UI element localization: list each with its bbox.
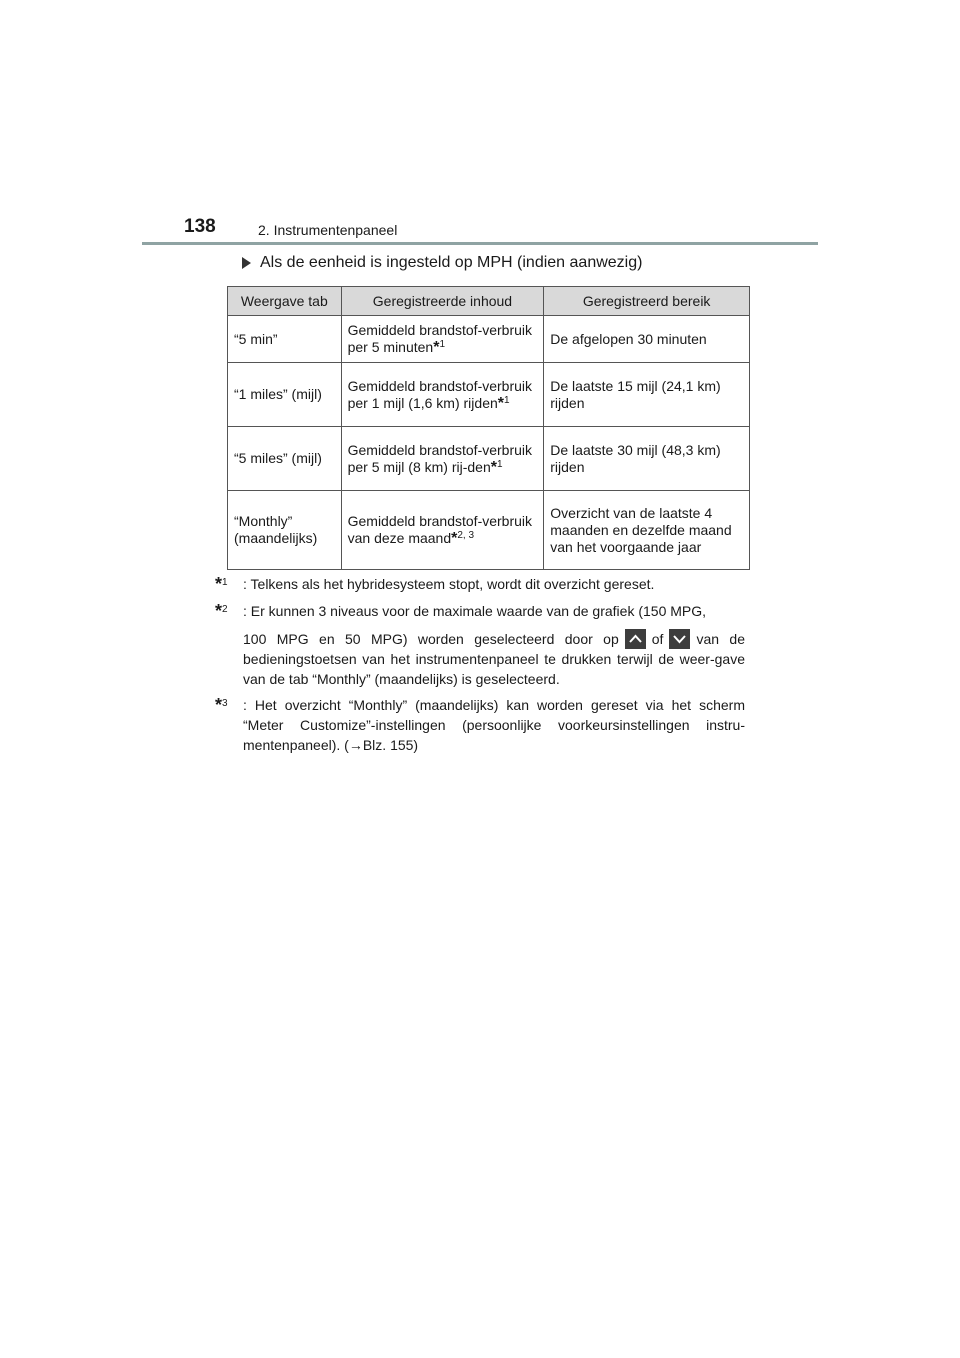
table-header-row xyxy=(228,287,750,316)
footnote-ref: 1 xyxy=(496,458,503,470)
page-header xyxy=(142,0,818,246)
cell-range: De afgelopen 30 minuten xyxy=(544,316,750,363)
cell-content: Gemiddeld brandstof-verbruik per 5 mijl (8 km) rij-den*$^1$ xyxy=(341,427,544,491)
footnote-text: : Telkens als het hybridesysteem stopt, wordt dit overzicht gereset. xyxy=(243,576,655,592)
section-subheading xyxy=(242,254,642,272)
column-header-content: Geregistreerde inhoud xyxy=(341,287,544,316)
footnote-mark: *$^3$ xyxy=(215,695,228,715)
footnote-2 xyxy=(215,601,745,689)
table-row xyxy=(228,491,750,570)
table-row xyxy=(228,363,750,427)
cell-content-text: Gemiddeld brandstof-verbruik per 1 mijl (1,6 km) rijden xyxy=(347,377,533,411)
page-number: 138 xyxy=(184,216,216,237)
registered-data-table xyxy=(227,286,750,570)
chevron-up-icon xyxy=(625,629,646,649)
cell-content-text: Gemiddeld brandstof-verbruik per 5 minuten xyxy=(347,322,533,355)
cell-content: Gemiddeld brandstof-verbruik van deze maand*$^{2, 3}$ xyxy=(341,491,544,570)
footnote-ref: 1 xyxy=(439,339,446,350)
cell-tab: “5 miles” (mijl) xyxy=(228,427,342,491)
cell-content-text: Gemiddeld brandstof-verbruik per 5 mijl (8 km) rij-den xyxy=(347,441,533,475)
cell-range: De laatste 15 mijl (24,1 km) rijden xyxy=(544,363,750,427)
cell-tab: “5 min” xyxy=(228,316,342,363)
subheading-text: Als de eenheid is ingesteld op MPH (indien aanwezig) xyxy=(260,254,643,271)
table-row xyxy=(228,316,750,363)
cell-content-text: Gemiddeld brandstof-verbruik van deze maand xyxy=(347,513,533,546)
footnote-1 xyxy=(215,574,745,595)
cell-tab: “Monthly” (maandelijks) xyxy=(228,491,342,570)
cell-range: Overzicht van de laatste 4 maanden en dezelfde maand van het voorgaande jaar xyxy=(544,491,750,570)
table-row xyxy=(228,427,750,491)
footnote-mark: *$^2$ xyxy=(215,601,228,621)
triangle-bullet-icon xyxy=(242,257,251,269)
cell-tab: “1 miles” (mijl) xyxy=(228,363,342,427)
footnote-text: : Er kunnen 3 niveaus voor de maximale waarde van de grafiek (150 MPG, 100 MPG en 50 MPG) worden geselecteerd door op of van de bedieningstoetsen van het instrumentenpaneel te drukken terwijl de weer-gave van de tab “Monthly” (maandelijks) is geselecteerd. xyxy=(243,603,745,687)
header-rule xyxy=(142,242,818,245)
column-header-range: Geregistreerd bereik xyxy=(544,287,750,316)
footnote-ref: 2, 3 xyxy=(457,530,475,541)
cell-content: Gemiddeld brandstof-verbruik per 5 minuten*$^1$ xyxy=(341,316,544,363)
footnote-mark: *$^1$ xyxy=(215,574,228,594)
footnotes xyxy=(215,574,745,761)
chapter-title: 2. Instrumentenpaneel xyxy=(258,222,398,238)
column-header-tab: Weergave tab xyxy=(228,287,342,316)
chevron-down-icon xyxy=(669,629,690,649)
cell-content: Gemiddeld brandstof-verbruik per 1 mijl (1,6 km) rijden*$^1$ xyxy=(341,363,544,427)
footnote-text: : Het overzicht “Monthly” (maandelijks) kan worden gereset via het scherm “Meter Customize”-instellingen (persoonlijke voorkeursinstellingen instru-mentenpaneel). (→Blz. 155) xyxy=(243,697,745,753)
cell-range: De laatste 30 mijl (48,3 km) rijden xyxy=(544,427,750,491)
footnote-ref: 1 xyxy=(504,394,510,406)
footnote-3 xyxy=(215,695,745,755)
